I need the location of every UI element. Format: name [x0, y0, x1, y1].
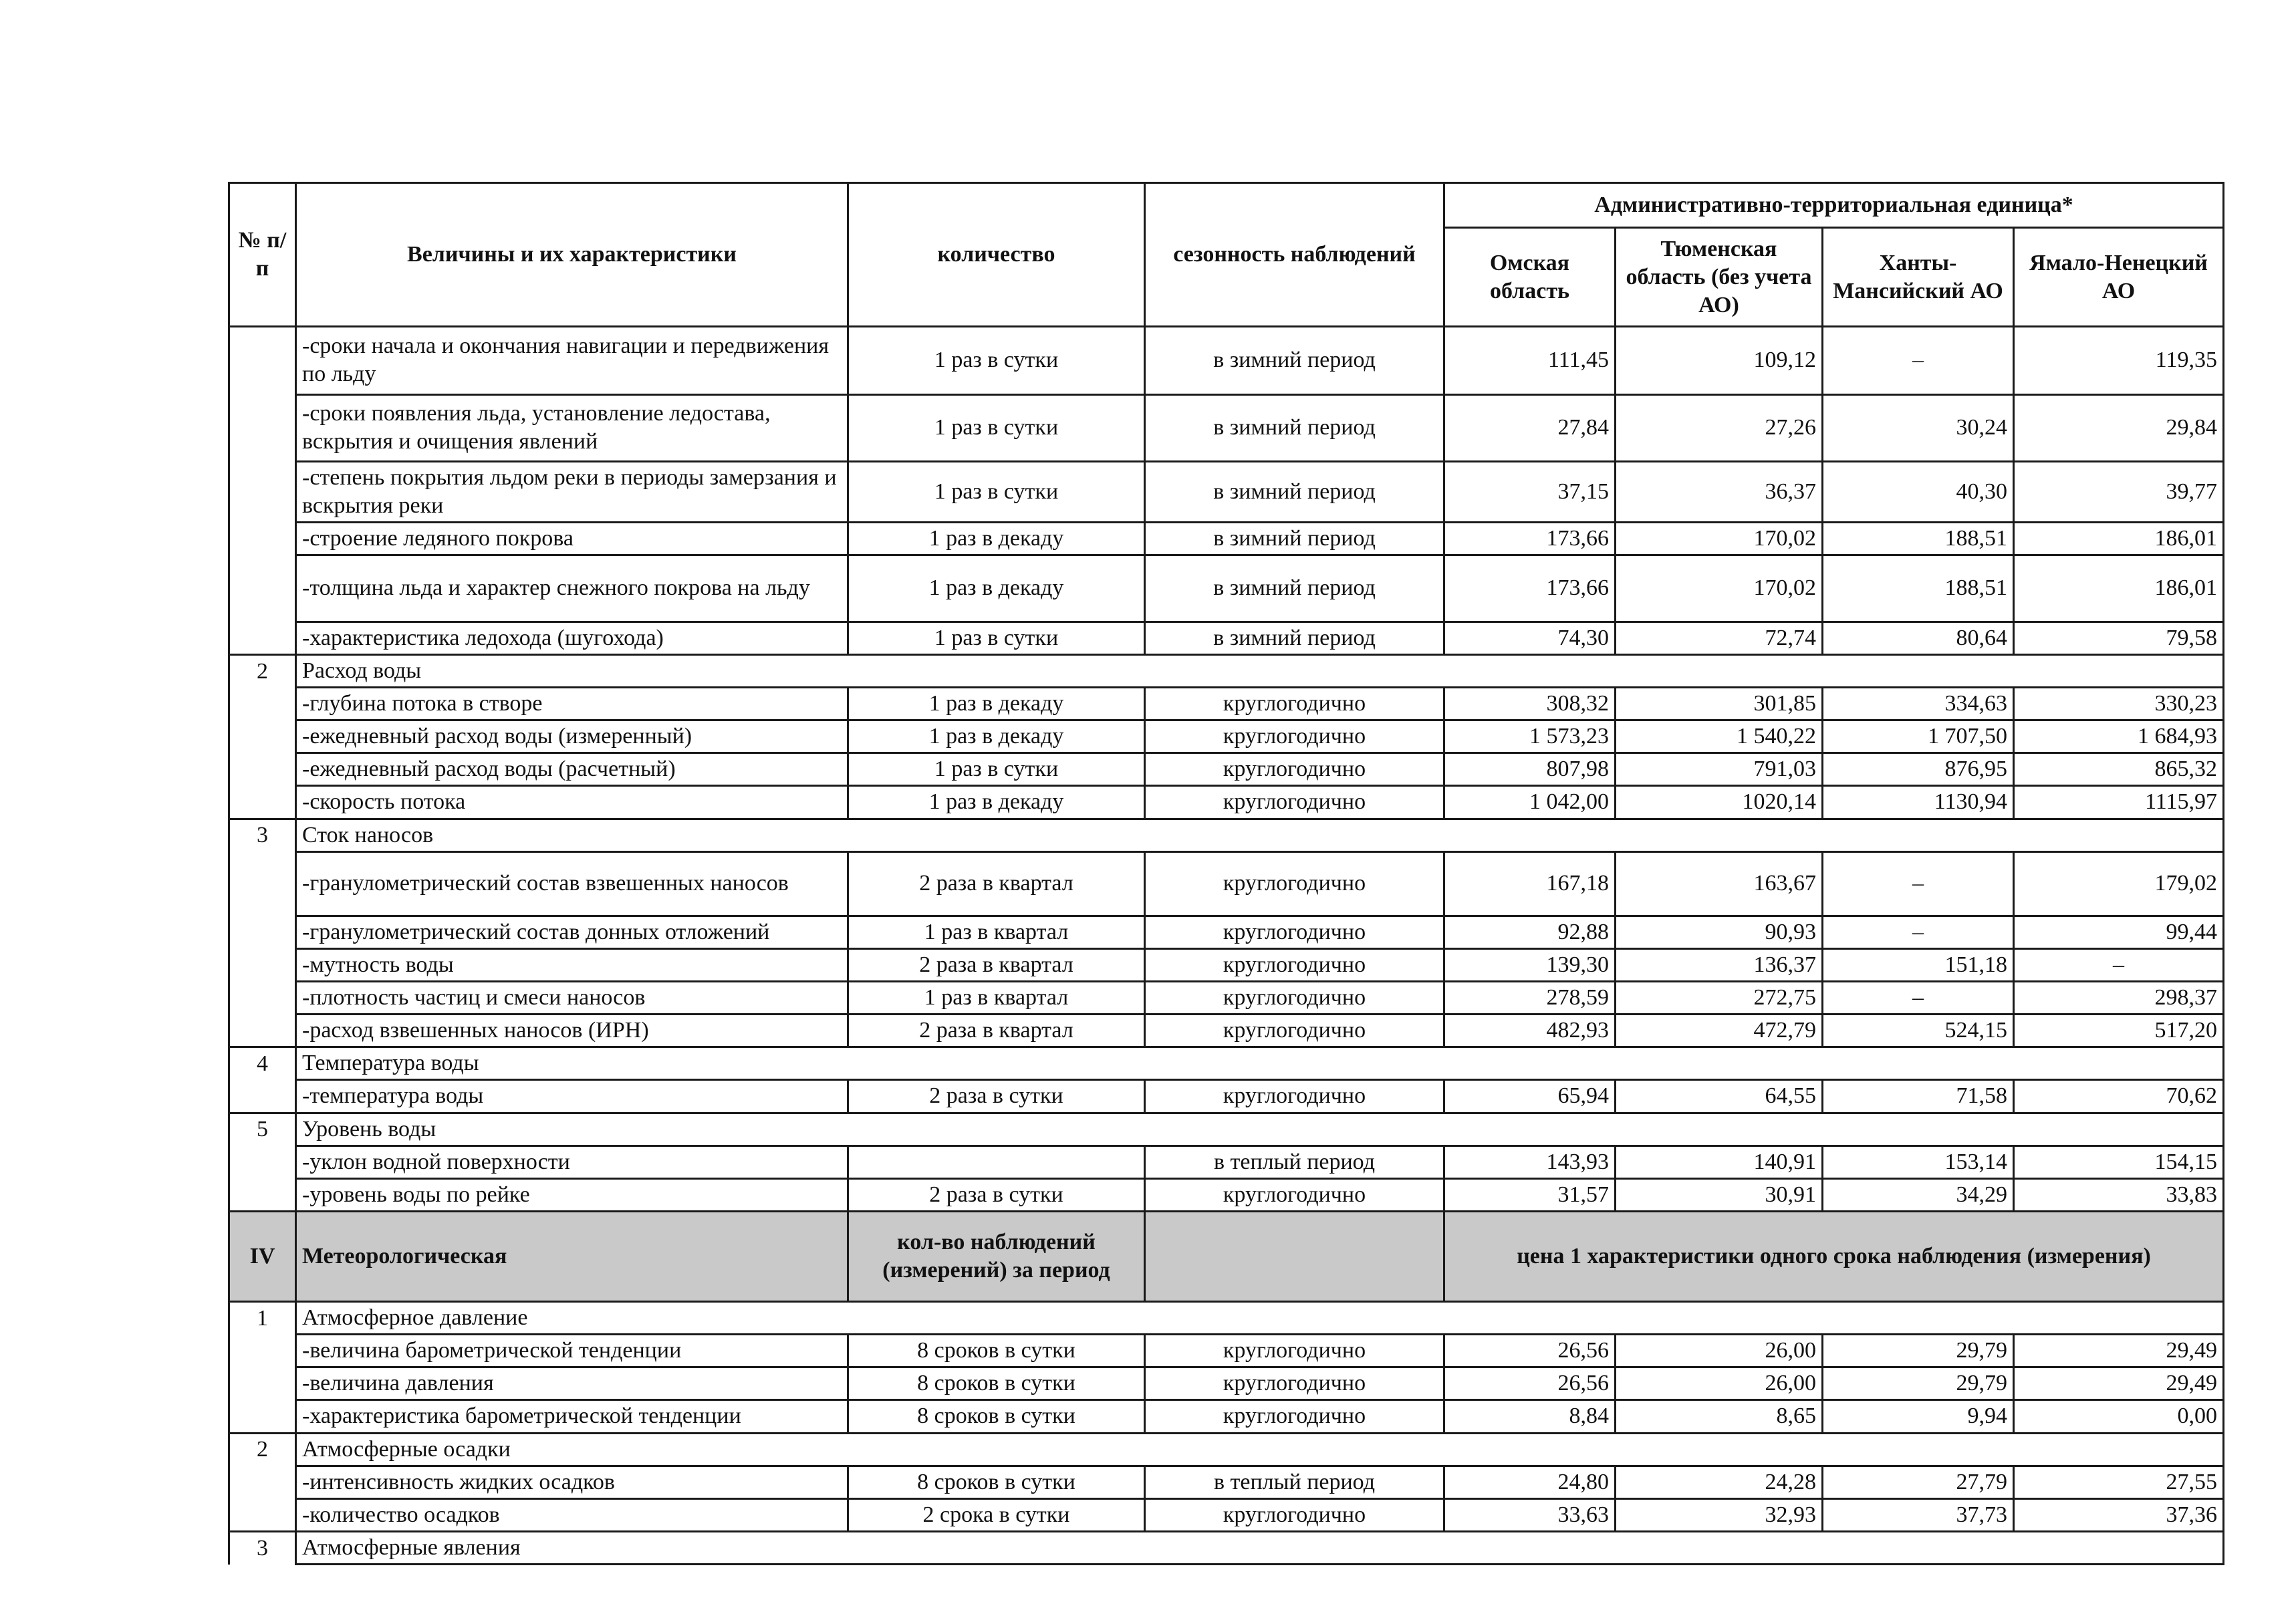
row-value: 140,91 [1616, 1146, 1823, 1178]
row-value: 876,95 [1823, 753, 2014, 786]
table-row [229, 327, 2224, 395]
row-name: -уровень воды по рейке [296, 1178, 848, 1212]
row-value: 26,00 [1616, 1335, 1823, 1367]
row-value: 807,98 [1444, 753, 1616, 786]
section-row [229, 1047, 2224, 1080]
row-value: 173,66 [1444, 522, 1616, 555]
row-value: 92,88 [1444, 916, 1616, 948]
row-value: 301,85 [1616, 688, 1823, 720]
section-number: 5 [229, 1113, 296, 1146]
row-value: 298,37 [2014, 981, 2224, 1014]
row-season: круглогодично [1145, 1080, 1444, 1113]
row-number-cell [229, 720, 296, 753]
row-qty: 2 раза в сутки [848, 1080, 1145, 1113]
row-value: 163,67 [1616, 851, 1823, 916]
row-season: в зимний период [1145, 394, 1444, 461]
row-value: 34,29 [1823, 1178, 2014, 1212]
row-value: 27,26 [1616, 394, 1823, 461]
row-qty: 2 срока в сутки [848, 1498, 1145, 1532]
row-value: – [1823, 327, 2014, 395]
row-name: -скорость потока [296, 786, 848, 819]
table-row [229, 688, 2224, 720]
row-name: -температура воды [296, 1080, 848, 1113]
row-value: 1130,94 [1823, 786, 2014, 819]
row-name: -расход взвешенных наносов (ИРН) [296, 1014, 848, 1047]
row-value: 472,79 [1616, 1014, 1823, 1047]
row-qty: 8 сроков в сутки [848, 1335, 1145, 1367]
row-qty: 1 раз в сутки [848, 461, 1145, 522]
row-value: 188,51 [1823, 522, 2014, 555]
row-number-cell [229, 1367, 296, 1400]
row-season: круглогодично [1145, 1400, 1444, 1434]
row-value: – [2014, 948, 2224, 981]
section-title: Температура воды [296, 1047, 848, 1080]
row-season: круглогодично [1145, 851, 1444, 916]
row-number-cell [229, 622, 296, 655]
section-title: Атмосферное давление [296, 1302, 848, 1335]
row-value: 27,84 [1444, 394, 1616, 461]
header-num: № п/п [229, 183, 296, 327]
row-number-cell [229, 394, 296, 461]
section-blank [848, 655, 2224, 688]
row-number-cell [229, 1080, 296, 1113]
table-row [229, 394, 2224, 461]
row-season: круглогодично [1145, 688, 1444, 720]
row-value: 72,74 [1616, 622, 1823, 655]
row-value: 1 707,50 [1823, 720, 2014, 753]
row-name: -величина барометрической тенденции [296, 1335, 848, 1367]
row-value: 517,20 [2014, 1014, 2224, 1047]
row-name: -ежедневный расход воды (расчетный) [296, 753, 848, 786]
row-number-cell [229, 851, 296, 916]
row-qty: 8 сроков в сутки [848, 1367, 1145, 1400]
row-value: 39,77 [2014, 461, 2224, 522]
row-season: круглогодично [1145, 1178, 1444, 1212]
row-value: 30,24 [1823, 394, 2014, 461]
row-value: 186,01 [2014, 522, 2224, 555]
row-season: круглогодично [1145, 786, 1444, 819]
row-season: в теплый период [1145, 1146, 1444, 1178]
part-iv-header [229, 1212, 2224, 1302]
row-value: 29,84 [2014, 394, 2224, 461]
row-name: -толщина льда и характер снежного покрова на льду [296, 555, 848, 622]
table-row [229, 786, 2224, 819]
row-number-cell [229, 1335, 296, 1367]
row-value: 865,32 [2014, 753, 2224, 786]
row-season: в зимний период [1145, 555, 1444, 622]
row-value: – [1823, 851, 2014, 916]
row-value: 27,55 [2014, 1466, 2224, 1498]
row-value: 30,91 [1616, 1178, 1823, 1212]
part-iv-qty-header: кол-во наблюдений (измерений) за период [848, 1212, 1145, 1302]
row-value: 278,59 [1444, 981, 1616, 1014]
row-season: круглогодично [1145, 1335, 1444, 1367]
row-qty: 2 раза в квартал [848, 948, 1145, 981]
row-qty: 2 раза в сутки [848, 1178, 1145, 1212]
row-season: круглогодично [1145, 720, 1444, 753]
section-blank [848, 1113, 2224, 1146]
row-value: 65,94 [1444, 1080, 1616, 1113]
row-value: 153,14 [1823, 1146, 2014, 1178]
row-number-cell [229, 1400, 296, 1434]
section-number: 2 [229, 655, 296, 688]
row-value: 111,45 [1444, 327, 1616, 395]
row-season: в зимний период [1145, 461, 1444, 522]
row-name: -сроки появления льда, установление ледостава, вскрытия и очищения явлений [296, 394, 848, 461]
row-value: 188,51 [1823, 555, 2014, 622]
header-group: Административно-территориальная единица* [1444, 183, 2224, 228]
row-value: 36,37 [1616, 461, 1823, 522]
row-qty: 1 раз в декаду [848, 688, 1145, 720]
row-value: 29,79 [1823, 1335, 2014, 1367]
row-value: – [1823, 916, 2014, 948]
row-value: 80,64 [1823, 622, 2014, 655]
row-value: 1115,97 [2014, 786, 2224, 819]
row-value: 29,49 [2014, 1335, 2224, 1367]
row-value: 1 540,22 [1616, 720, 1823, 753]
section-number: 2 [229, 1433, 296, 1466]
section-title: Уровень воды [296, 1113, 848, 1146]
table-row [229, 1498, 2224, 1532]
row-season: круглогодично [1145, 948, 1444, 981]
table-row [229, 1466, 2224, 1498]
section-blank [848, 1047, 2224, 1080]
row-name: -характеристика барометрической тенденции [296, 1400, 848, 1434]
table-row [229, 461, 2224, 522]
header-season: сезонность наблюдений [1145, 183, 1444, 327]
row-value: 154,15 [2014, 1146, 2224, 1178]
section-blank [848, 819, 2224, 851]
row-name: -величина давления [296, 1367, 848, 1400]
row-value: 173,66 [1444, 555, 1616, 622]
row-value: 334,63 [1823, 688, 2014, 720]
row-number-cell [229, 327, 296, 395]
row-qty: 8 сроков в сутки [848, 1400, 1145, 1434]
row-value: 119,35 [2014, 327, 2224, 395]
row-value: 170,02 [1616, 555, 1823, 622]
row-value: 170,02 [1616, 522, 1823, 555]
row-qty: 2 раза в квартал [848, 1014, 1145, 1047]
part-iv-number: IV [229, 1212, 296, 1302]
row-number-cell [229, 1178, 296, 1212]
row-value: 26,56 [1444, 1367, 1616, 1400]
row-season: в зимний период [1145, 327, 1444, 395]
row-value: 8,84 [1444, 1400, 1616, 1434]
row-number-cell [229, 461, 296, 522]
section-title: Атмосферные осадки [296, 1433, 848, 1466]
row-name: -ежедневный расход воды (измеренный) [296, 720, 848, 753]
row-value: 26,00 [1616, 1367, 1823, 1400]
row-value: 139,30 [1444, 948, 1616, 981]
row-qty: 1 раз в декаду [848, 786, 1145, 819]
row-value: 40,30 [1823, 461, 2014, 522]
row-value: 186,01 [2014, 555, 2224, 622]
row-number-cell [229, 555, 296, 622]
row-season: круглогодично [1145, 981, 1444, 1014]
row-season: круглогодично [1145, 1498, 1444, 1532]
table-row [229, 1080, 2224, 1113]
row-season: в зимний период [1145, 622, 1444, 655]
row-season: круглогодично [1145, 1014, 1444, 1047]
table-row [229, 1335, 2224, 1367]
section-number: 3 [229, 1532, 296, 1565]
row-qty: 1 раз в сутки [848, 622, 1145, 655]
table-row [229, 1146, 2224, 1178]
row-value: 1020,14 [1616, 786, 1823, 819]
row-number-cell [229, 522, 296, 555]
section-number: 4 [229, 1047, 296, 1080]
row-value: 524,15 [1823, 1014, 2014, 1047]
row-value: 151,18 [1823, 948, 2014, 981]
row-number-cell [229, 981, 296, 1014]
row-value: 272,75 [1616, 981, 1823, 1014]
row-number-cell [229, 948, 296, 981]
table-row [229, 622, 2224, 655]
row-number-cell [229, 916, 296, 948]
row-qty: 1 раз в сутки [848, 753, 1145, 786]
header-row-1 [229, 183, 2224, 228]
row-value: 9,94 [1823, 1400, 2014, 1434]
row-value: – [1823, 981, 2014, 1014]
section-number: 3 [229, 819, 296, 851]
row-qty: 1 раз в декаду [848, 522, 1145, 555]
row-name: -плотность частиц и смеси наносов [296, 981, 848, 1014]
row-value: 1 042,00 [1444, 786, 1616, 819]
table-row [229, 753, 2224, 786]
row-value: 99,44 [2014, 916, 2224, 948]
section-title: Атмосферные явления [296, 1532, 848, 1565]
row-number-cell [229, 1466, 296, 1498]
row-name: -количество осадков [296, 1498, 848, 1532]
row-name: -строение ледяного покрова [296, 522, 848, 555]
row-name: -мутность воды [296, 948, 848, 981]
row-value: 26,56 [1444, 1335, 1616, 1367]
row-qty: 1 раз в декаду [848, 555, 1145, 622]
row-value: 167,18 [1444, 851, 1616, 916]
header-name: Величины и их характеристики [296, 183, 848, 327]
row-number-cell [229, 1498, 296, 1532]
row-qty: 8 сроков в сутки [848, 1466, 1145, 1498]
row-qty: 1 раз в сутки [848, 327, 1145, 395]
row-value: 29,49 [2014, 1367, 2224, 1400]
row-value: 37,73 [1823, 1498, 2014, 1532]
table-row [229, 522, 2224, 555]
header-region-omsk: Омская область [1444, 228, 1616, 327]
header-region-khmao: Ханты-Мансийский АО [1823, 228, 2014, 327]
row-number-cell [229, 753, 296, 786]
row-season: круглогодично [1145, 753, 1444, 786]
row-value: 33,63 [1444, 1498, 1616, 1532]
section-row [229, 1433, 2224, 1466]
tariff-table [228, 182, 2224, 1565]
row-value: 143,93 [1444, 1146, 1616, 1178]
table-row [229, 851, 2224, 916]
row-value: 24,80 [1444, 1466, 1616, 1498]
row-value: 29,79 [1823, 1367, 2014, 1400]
row-name: -гранулометрический состав донных отложений [296, 916, 848, 948]
row-qty [848, 1146, 1145, 1178]
table-row [229, 1400, 2224, 1434]
section-row [229, 1532, 2224, 1565]
table-row [229, 981, 2224, 1014]
row-value: 24,28 [1616, 1466, 1823, 1498]
table-row [229, 1014, 2224, 1047]
row-value: 109,12 [1616, 327, 1823, 395]
row-number-cell [229, 1146, 296, 1178]
section-row [229, 655, 2224, 688]
part-iv-price-header: цена 1 характеристики одного срока наблюдения (измерения) [1444, 1212, 2224, 1302]
row-season: в теплый период [1145, 1466, 1444, 1498]
row-value: 136,37 [1616, 948, 1823, 981]
row-value: 8,65 [1616, 1400, 1823, 1434]
row-value: 70,62 [2014, 1080, 2224, 1113]
row-season: круглогодично [1145, 916, 1444, 948]
row-value: 482,93 [1444, 1014, 1616, 1047]
row-value: 31,57 [1444, 1178, 1616, 1212]
row-number-cell [229, 688, 296, 720]
row-qty: 1 раз в сутки [848, 394, 1145, 461]
table-row [229, 948, 2224, 981]
row-name: -характеристика ледохода (шугохода) [296, 622, 848, 655]
row-value: 1 684,93 [2014, 720, 2224, 753]
row-number-cell [229, 786, 296, 819]
row-value: 64,55 [1616, 1080, 1823, 1113]
table-row [229, 1367, 2224, 1400]
row-value: 74,30 [1444, 622, 1616, 655]
row-value: 27,79 [1823, 1466, 2014, 1498]
part-iv-season-blank [1145, 1212, 1444, 1302]
row-value: 90,93 [1616, 916, 1823, 948]
section-blank [848, 1433, 2224, 1466]
row-name: -уклон водной поверхности [296, 1146, 848, 1178]
row-qty: 2 раза в квартал [848, 851, 1145, 916]
row-season: круглогодично [1145, 1367, 1444, 1400]
row-value: 37,15 [1444, 461, 1616, 522]
row-value: 79,58 [2014, 622, 2224, 655]
part-iv-title: Метеорологическая [296, 1212, 848, 1302]
section-title: Расход воды [296, 655, 848, 688]
row-season: в зимний период [1145, 522, 1444, 555]
row-name: -интенсивность жидких осадков [296, 1466, 848, 1498]
row-value: 179,02 [2014, 851, 2224, 916]
section-row [229, 1302, 2224, 1335]
row-qty: 1 раз в декаду [848, 720, 1145, 753]
row-value: 308,32 [1444, 688, 1616, 720]
row-value: 0,00 [2014, 1400, 2224, 1434]
section-blank [848, 1302, 2224, 1335]
row-name: -глубина потока в створе [296, 688, 848, 720]
section-blank [848, 1532, 2224, 1565]
row-value: 71,58 [1823, 1080, 2014, 1113]
table-row [229, 555, 2224, 622]
row-name: -степень покрытия льдом реки в периоды замерзания и вскрытия реки [296, 461, 848, 522]
table-row [229, 720, 2224, 753]
row-name: -гранулометрический состав взвешенных наносов [296, 851, 848, 916]
row-value: 32,93 [1616, 1498, 1823, 1532]
row-value: 33,83 [2014, 1178, 2224, 1212]
header-region-yanao: Ямало-Ненецкий АО [2014, 228, 2224, 327]
row-value: 330,23 [2014, 688, 2224, 720]
row-number-cell [229, 1014, 296, 1047]
table-row [229, 1178, 2224, 1212]
row-value: 1 573,23 [1444, 720, 1616, 753]
header-region-tyumen: Тюменская область (без учета АО) [1616, 228, 1823, 327]
section-number: 1 [229, 1302, 296, 1335]
section-title: Сток наносов [296, 819, 848, 851]
row-qty: 1 раз в квартал [848, 916, 1145, 948]
row-qty: 1 раз в квартал [848, 981, 1145, 1014]
table-row [229, 916, 2224, 948]
section-row [229, 819, 2224, 851]
row-value: 791,03 [1616, 753, 1823, 786]
header-qty: количество [848, 183, 1145, 327]
section-row [229, 1113, 2224, 1146]
row-name: -сроки начала и окончания навигации и передвижения по льду [296, 327, 848, 395]
row-value: 37,36 [2014, 1498, 2224, 1532]
